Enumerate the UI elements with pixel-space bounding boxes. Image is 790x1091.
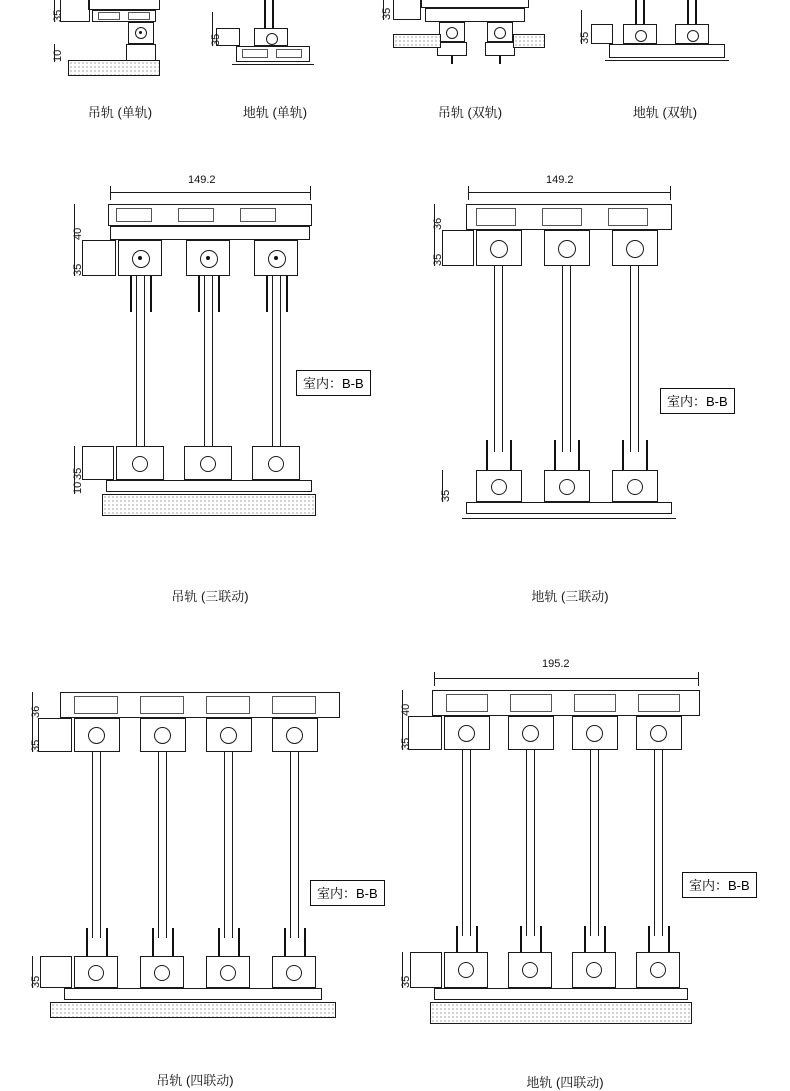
roller-wheel xyxy=(490,240,508,258)
rail-cavity xyxy=(74,696,118,714)
reference-box xyxy=(40,956,72,988)
dim-149-2: 149.2 xyxy=(546,174,574,186)
sash-stem xyxy=(584,926,586,952)
reference-box xyxy=(410,952,442,988)
detail-floor-single xyxy=(210,0,370,120)
roller-wheel xyxy=(154,727,171,744)
sash-stem xyxy=(172,928,174,956)
rail-cavity xyxy=(574,694,616,712)
track-cavity xyxy=(276,49,302,58)
roller-axle xyxy=(274,256,278,260)
sash-stem xyxy=(218,276,220,312)
rail-cavity xyxy=(206,696,250,714)
dim-35: 35 xyxy=(210,33,222,46)
sash-stem xyxy=(643,0,645,24)
floor-track xyxy=(466,502,672,514)
sash-stem xyxy=(554,440,556,470)
sash-stem xyxy=(198,276,200,312)
sash-stem xyxy=(456,926,458,952)
dim-10: 10 xyxy=(72,481,84,494)
rail-cavity xyxy=(542,208,582,226)
reference-box xyxy=(408,716,442,750)
dim-35: 35 xyxy=(52,9,64,22)
roller-wheel xyxy=(635,30,647,42)
caption-hanging-double: 吊轨 (双轨) xyxy=(437,105,503,120)
floor-track xyxy=(106,480,312,492)
roller-axle xyxy=(138,256,142,260)
sash-stem xyxy=(646,440,648,470)
roller-wheel xyxy=(132,456,148,472)
roller-wheel xyxy=(154,965,170,981)
rail-cavity xyxy=(128,12,150,20)
floor-track xyxy=(609,44,725,58)
floor-track xyxy=(64,988,322,1000)
dim-36: 36 xyxy=(30,705,42,718)
dim-10: 10 xyxy=(52,49,64,62)
rail-cavity xyxy=(178,208,214,222)
sash-stem xyxy=(150,276,152,312)
rail-cavity xyxy=(638,694,680,712)
dim-35: 35 xyxy=(400,975,412,988)
roller-wheel xyxy=(650,725,667,742)
sash-stem xyxy=(578,440,580,470)
detail-hanging-triple xyxy=(60,170,390,610)
roller-axle xyxy=(139,31,142,34)
roller-wheel xyxy=(558,240,576,258)
floor-hatch xyxy=(68,60,160,76)
reference-box xyxy=(393,0,421,20)
section-tag-indoor: 室内：B-B xyxy=(660,388,735,414)
sash-stem xyxy=(635,0,637,24)
sash-stem xyxy=(286,276,288,312)
dim-35: 35 xyxy=(381,7,393,20)
roller-wheel xyxy=(220,727,237,744)
detail-floor-quad xyxy=(400,650,780,1090)
roller-wheel xyxy=(286,965,302,981)
dim-35: 35 xyxy=(579,31,591,44)
dim-35: 35 xyxy=(400,737,412,750)
sash-stem xyxy=(668,926,670,952)
rail-cavity xyxy=(510,694,552,712)
roller-wheel xyxy=(626,240,644,258)
wall-hatch xyxy=(513,34,545,48)
sash-profile xyxy=(485,42,515,56)
roller-wheel xyxy=(650,962,666,978)
roller-wheel xyxy=(687,30,699,42)
roller-wheel xyxy=(88,727,105,744)
wall-hatch xyxy=(393,34,441,48)
sash-stem xyxy=(238,928,240,956)
sash-stem xyxy=(486,440,488,470)
rail-cavity xyxy=(272,696,316,714)
rail-body xyxy=(88,0,160,10)
roller-wheel xyxy=(88,965,104,981)
section-tag-indoor: 室内：B-B xyxy=(296,370,371,396)
sash-stem xyxy=(540,926,542,952)
roller-wheel xyxy=(522,962,538,978)
roller-wheel xyxy=(446,27,458,39)
sash-stem xyxy=(476,926,478,952)
rail-body-lower xyxy=(425,8,525,22)
dim-35: 35 xyxy=(30,975,42,988)
sash-stem xyxy=(86,928,88,956)
reference-box xyxy=(442,230,474,266)
dim-35: 35 xyxy=(440,489,452,502)
sash-stem xyxy=(604,926,606,952)
reference-box xyxy=(82,240,116,276)
reference-box xyxy=(82,446,114,480)
roller-wheel xyxy=(586,962,602,978)
detail-floor-triple xyxy=(420,170,760,610)
reference-box xyxy=(591,24,613,44)
dim-149-2: 149.2 xyxy=(188,174,216,186)
sash-stem xyxy=(622,440,624,470)
sash-stem xyxy=(264,0,266,28)
section-tag-indoor: 室内：B-B xyxy=(682,872,757,898)
roller-wheel xyxy=(491,479,507,495)
roller-wheel xyxy=(286,727,303,744)
roller-wheel xyxy=(559,479,575,495)
dim-40: 40 xyxy=(72,227,84,240)
sash-stem xyxy=(520,926,522,952)
dim-195-2: 195.2 xyxy=(542,658,570,670)
sash-stem xyxy=(272,0,274,28)
caption-floor-quad: 地轨 (四联动) xyxy=(526,1075,604,1090)
roller-wheel xyxy=(522,725,539,742)
sash-stem xyxy=(130,276,132,312)
roller-wheel xyxy=(586,725,603,742)
sash-stem xyxy=(695,0,697,24)
sash-stem xyxy=(648,926,650,952)
section-tag-indoor: 室内：B-B xyxy=(310,880,385,906)
floor-hatch xyxy=(430,1002,692,1024)
rail-cavity xyxy=(140,696,184,714)
dim-35: 35 xyxy=(432,253,444,266)
roller-wheel xyxy=(458,725,475,742)
caption-floor-single: 地轨 (单轨) xyxy=(242,105,308,120)
roller-wheel xyxy=(268,456,284,472)
caption-hanging-single: 吊轨 (单轨) xyxy=(87,105,153,120)
rail-cavity xyxy=(98,12,120,20)
sash-stem xyxy=(687,0,689,24)
sash-profile xyxy=(437,42,467,56)
sash-stem xyxy=(266,276,268,312)
rail-cavity xyxy=(608,208,648,226)
reference-box xyxy=(60,0,90,22)
roller-wheel xyxy=(200,456,216,472)
floor-hatch xyxy=(50,1002,336,1018)
roller-wheel xyxy=(627,479,643,495)
floor-track xyxy=(434,988,688,1000)
dim-40: 40 xyxy=(400,703,412,716)
dim-35: 35 xyxy=(72,467,84,480)
rail-body xyxy=(421,0,529,8)
track-cavity xyxy=(242,49,268,58)
caption-floor-double: 地轨 (双轨) xyxy=(632,105,698,120)
detail-hanging-double xyxy=(381,0,565,120)
roller-wheel xyxy=(458,962,474,978)
rail-cavity xyxy=(116,208,152,222)
roller-wheel xyxy=(494,27,506,39)
sash-stem xyxy=(218,928,220,956)
dim-35: 35 xyxy=(72,263,84,276)
floor-hatch xyxy=(102,494,316,516)
dim-35: 35 xyxy=(30,739,42,752)
rail-cavity xyxy=(240,208,276,222)
reference-box xyxy=(38,718,72,752)
caption-floor-triple: 地轨 (三联动) xyxy=(531,589,609,604)
dim-36: 36 xyxy=(432,217,444,230)
rail-cavity xyxy=(446,694,488,712)
sash-stem xyxy=(284,928,286,956)
sash-stem xyxy=(106,928,108,956)
rail-body-lower xyxy=(110,226,310,240)
sash-stem xyxy=(152,928,154,956)
detail-floor-double xyxy=(579,0,765,120)
caption-hanging-triple: 吊轨 (三联动) xyxy=(171,589,249,604)
caption-hanging-quad: 吊轨 (四联动) xyxy=(156,1073,234,1088)
rail-cavity xyxy=(476,208,516,226)
roller-axle xyxy=(206,256,210,260)
sash-stem xyxy=(304,928,306,956)
detail-hanging-quad xyxy=(30,680,378,1088)
detail-hanging-single xyxy=(40,0,200,120)
sash-stem xyxy=(510,440,512,470)
roller-wheel xyxy=(266,33,278,45)
roller-wheel xyxy=(220,965,236,981)
